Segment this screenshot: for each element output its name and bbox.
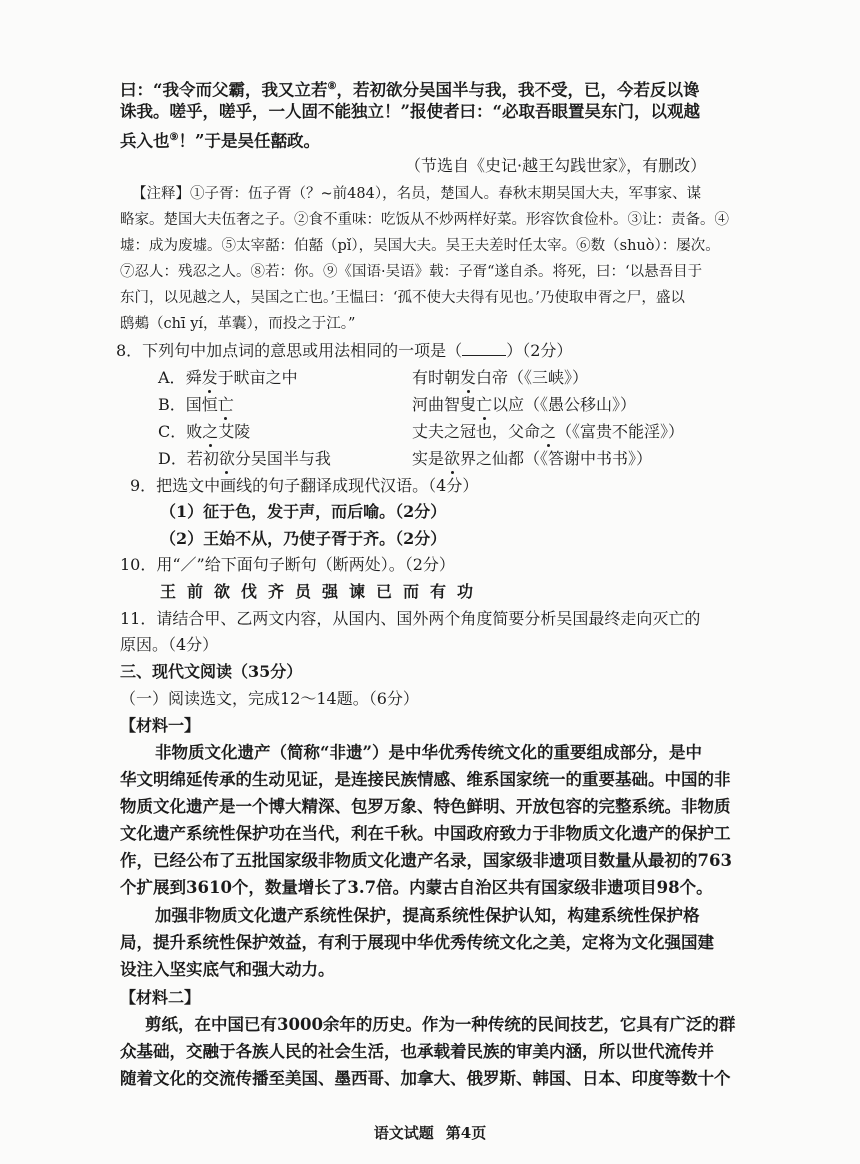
note-line: 墟：成为废墟。⑤太宰嚭：伯嚭（pǐ），吴国大夫。吴王夫差时任太宰。⑥数（shuò）：屡次。 bbox=[120, 238, 720, 254]
note-line: ⑦忍人：残忍之人。⑧若：你。⑨《国语·吴语》载：子胥“遂自杀。将死，曰：‘以悬吾目于 bbox=[120, 264, 703, 280]
answer-blank[interactable] bbox=[462, 341, 506, 356]
section-subtitle: （一）阅读选文，完成12～14题。（6分） bbox=[120, 689, 419, 708]
question-10-stem: 10．用“／”给下面句子断句（断两处）。（2分） bbox=[120, 555, 455, 574]
material-2-line: 剪纸，在中国已有3000余年的历史。作为一种传统的民间技艺，它具有广泛的群 bbox=[145, 1015, 736, 1034]
q8-option-d: D．若初欲分吴国半与我 bbox=[158, 449, 331, 468]
q8-option-a-compare: 有时朝发白帝（《三峡》） bbox=[412, 368, 589, 387]
material-1-line: 文化遗产系统性保护功在当代，利在千秋。中国政府致力于非物质文化遗产的保护工 bbox=[120, 824, 731, 843]
material-1-line: 非物质文化遗产（简称“非遗”）是中华优秀传统文化的重要组成部分，是中 bbox=[155, 743, 702, 762]
question-9-sentence-2: （2）王始不从，乃使子胥于齐。（2分） bbox=[160, 529, 447, 548]
material-1-line: 物质文化遗产是一个博大精深、包罗万象、特色鲜明、开放包容的完整系统。非物质 bbox=[120, 797, 731, 816]
note-line: 【注释】①子胥：伍子胥（？~前484），名员，楚国人。春秋末期吴国大夫，军事家、谋 bbox=[132, 186, 702, 202]
question-9-stem: 9．把选文中画线的句子翻译成现代汉语。（4分） bbox=[130, 476, 479, 495]
footer-subject: 语文试题 bbox=[373, 1124, 434, 1142]
material-1-line: 作，已经公布了五批国家级非物质文化遗产名录，国家级非遗项目数量从最初的763 bbox=[120, 851, 732, 870]
material-1-line: 加强非物质文化遗产系统性保护，提高系统性保护认知，构建系统性保护格 bbox=[155, 906, 700, 925]
material-1-line: 设注入坚实底气和强大动力。 bbox=[120, 960, 335, 979]
note-line: 东门，以见越之人，吴国之亡也。’王愠曰：‘孤不使大夫得有见也。’乃使取申胥之尸，盛以 bbox=[120, 290, 685, 306]
material-1-line: 局，提升系统性保护效益，有利于展现中华优秀传统文化之美，定将为文化强国建 bbox=[120, 933, 714, 952]
question-8-stem: 8．下列句中加点词的意思或用法相同的一项是（ ）（2分） bbox=[116, 341, 573, 360]
page-footer bbox=[0, 1122, 860, 1143]
q8-option-c: C．败之艾陵 bbox=[158, 422, 251, 441]
q8-option-b-compare: 河曲智叟亡以应（《愚公移山》） bbox=[412, 395, 637, 414]
question-10-sentence: 王前欲伐齐员强谏已而有功 bbox=[160, 582, 485, 601]
q8-option-a: A．舜发于畎亩之中 bbox=[158, 368, 298, 387]
question-11-line: 11．请结合甲、乙两文内容，从国内、国外两个角度简要分析吴国最终走向灭亡的 bbox=[120, 609, 701, 628]
material-1-line: 个扩展到3610个，数量增长了3.7倍。内蒙古自治区共有国家级非遗项目98个。 bbox=[120, 878, 713, 897]
q8-option-b: B．国恒亡 bbox=[158, 395, 234, 414]
material-1-heading: 【材料一】 bbox=[120, 716, 201, 735]
question-9-sentence-1: （1）征于色，发于声，而后喻。（2分） bbox=[160, 502, 447, 521]
note-line: 鸱鴺（chī yí，革囊），而投之于江。” bbox=[120, 316, 356, 332]
material-1-line: 华文明绵延传承的生动见证，是连接民族情感、维系国家统一的重要基础。中国的非 bbox=[120, 770, 731, 789]
q8-option-d-compare: 实是欲界之仙都（《答谢中书书》） bbox=[412, 449, 653, 468]
footer-page-number: 第4页 bbox=[445, 1124, 487, 1142]
passage-line: 曰：“我令而父霸，我又立若⑧，若初欲分吴国半与我，我不受，已，今若反以谗 bbox=[120, 80, 700, 100]
material-2-line: 随着文化的交流传播至美国、墨西哥、加拿大、俄罗斯、韩国、日本、印度等数十个 bbox=[120, 1069, 731, 1088]
passage-line: 兵入也⑨！”于是吴任嚭政。 bbox=[120, 131, 320, 151]
q8-option-c-compare: 丈夫之冠也，父命之（《富贵不能淫》） bbox=[412, 422, 685, 441]
note-line: 略家。楚国大夫伍奢之子。②食不重味：吃饭从不炒两样好菜。形容饮食俭朴。③让：责备。④ bbox=[120, 212, 729, 228]
passage-line: 诛我。嗟乎，嗟乎，一人固不能独立！”报使者曰：“必取吾眼置吴东门，以观越 bbox=[120, 102, 700, 121]
passage-source: （节选自《史记·越王勾践世家》，有删改） bbox=[405, 156, 707, 175]
material-2-heading: 【材料二】 bbox=[120, 988, 201, 1007]
section-title: 三、现代文阅读（35分） bbox=[120, 662, 303, 681]
material-2-line: 众基础，交融于各族人民的社会生活，也承载着民族的审美内涵，所以世代流传并 bbox=[120, 1042, 714, 1061]
question-11-line: 原因。（4分） bbox=[120, 635, 219, 654]
